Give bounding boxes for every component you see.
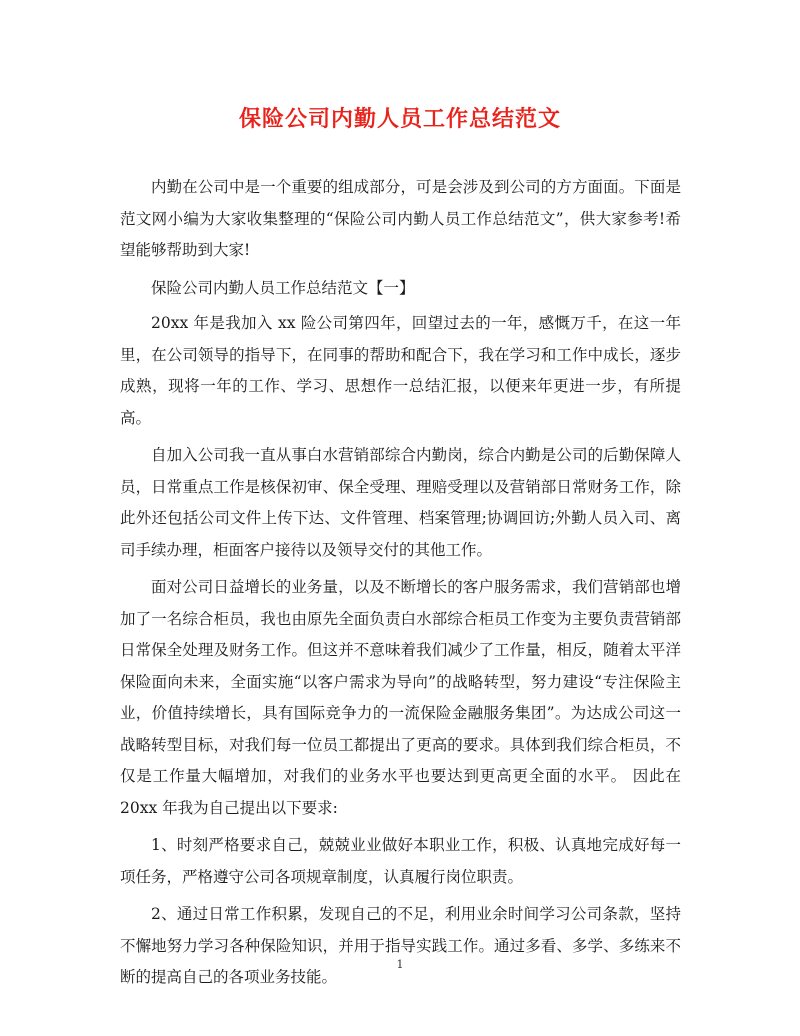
list-item: 1、时刻严格要求自己，兢兢业业做好本职业工作，积极、认真地完成好每一项任务，严格遵守公司各项规章制度，认真履行岗位职责。	[120, 836, 681, 886]
section-heading: 保险公司内勤人员工作总结范文【一】	[151, 278, 415, 297]
document-title: 保险公司内勤人员工作总结范文	[238, 107, 561, 132]
page-number: 1	[396, 958, 404, 971]
body-paragraph: 面对公司日益增长的业务量，以及不断增长的客户服务需求，我们营销部也增加了一名综合柜员，我也由原先全面负责白水部综合柜员工作变为主要负责营销部日常保全处理及财务工作。但这并不意味着我们减少了工作量，相反，随着太平洋保险面向未来，全面实施“以客户需求为导向”的战略转型，努力建设“专注保险主业，价值持续增长，具有国际竞争力的一流保险金融服务集团”。为达成公司这一战略转型目标，对我们每一位员工都提出了更高的要求。具体到我们综合柜员，不仅是工作量大幅增加，对我们的业务水平也要达到更高更全面的水平。 因此在 20xx 年我为自己提出以下要求:	[120, 578, 681, 817]
list-item: 2、通过日常工作积累，发现自己的不足，利用业余时间学习公司条款，坚持不懈地努力学习各种保险知识，并用于指导实践工作。通过多看、多学、多练来不断的提高自己的各项业务技能。	[120, 905, 681, 986]
document-body	[120, 172, 681, 1000]
body-paragraph: 自加入公司我一直从事白水营销部综合内勤岗，综合内勤是公司的后勤保障人员，日常重点工作是核保初审、保全受理、理赔受理以及营销部日常财务工作，除此外还包括公司文件上传下达、文件管理、档案管理;协调回访;外勤人员入司、离司手续办理，柜面客户接待以及领导交付的其他工作。	[120, 446, 681, 559]
intro-paragraph: 内勤在公司中是一个重要的组成部分，可是会涉及到公司的方方面面。下面是范文网小编为大家收集整理的“保险公司内勤人员工作总结范文”，供大家参考!希望能够帮助到大家!	[120, 178, 681, 259]
body-paragraph: 20xx 年是我加入 xx 险公司第四年，回望过去的一年，感慨万千，在这一年里，在公司领导的指导下，在同事的帮助和配合下，我在学习和工作中成长，逐步成熟，现将一年的工作、学习、思想作一总结汇报，以便来年更进一步，有所提高。	[120, 314, 681, 427]
